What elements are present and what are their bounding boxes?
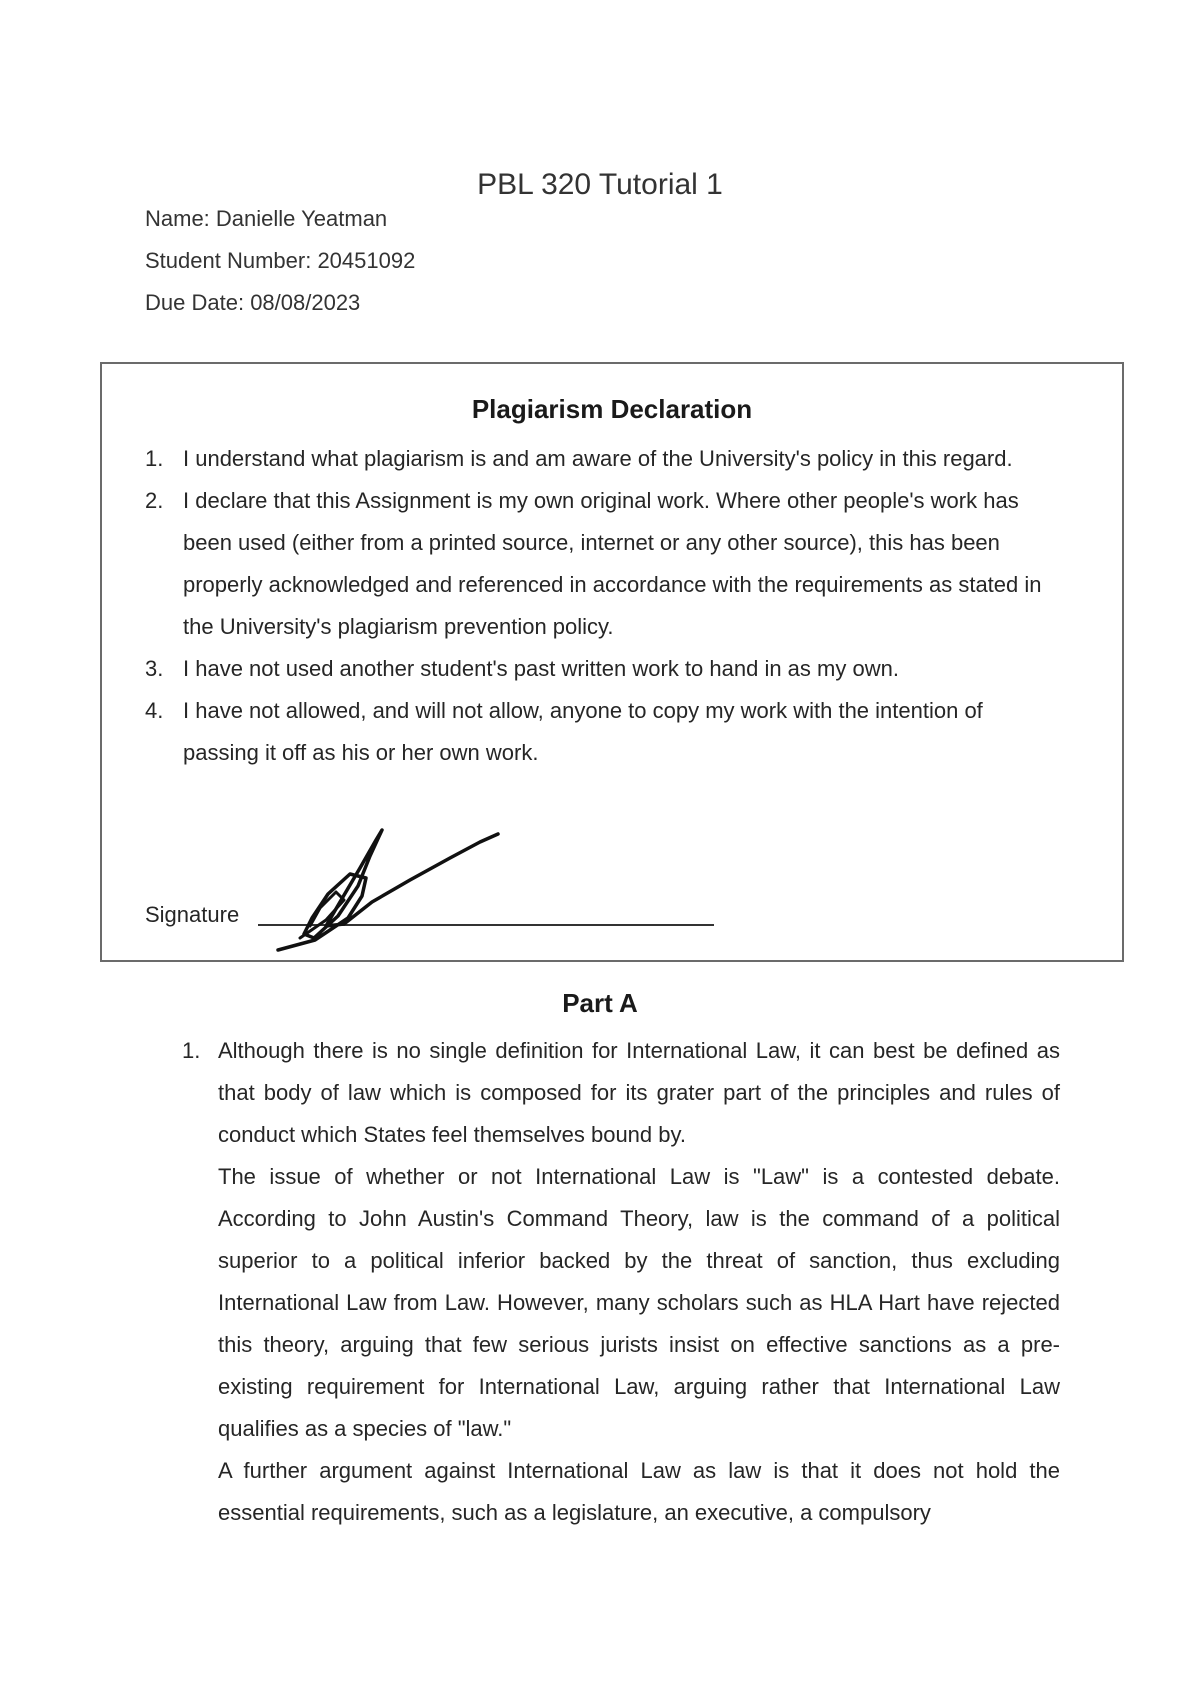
declaration-item <box>145 480 1045 648</box>
due-date-line <box>145 290 360 316</box>
part-a-paragraph: The issue of whether or not International Law is "Law" is a contested debate. According to John Austin's Command Theory, law is the command of a political superior to a political inferior backed by the threat of sanction, thus excluding International Law from Law. However, many scholars such as HLA Hart have rejected this theory, arguing that few serious jurists insist on effective sanctions as a pre-existing requirement for International Law, arguing rather that International Law qualifies as a species of "law." <box>218 1164 1060 1441</box>
part-a-item-number: 1. <box>182 1038 201 1063</box>
declaration-item <box>145 690 1045 774</box>
declaration-item-text: I have not allowed, and will not allow, anyone to copy my work with the intention of passing it off as his or her own work. <box>183 698 983 765</box>
part-a-title: Part A <box>562 988 638 1018</box>
name-label: Name: <box>145 206 210 231</box>
part-a-list <box>182 1030 1060 1534</box>
declaration-item <box>145 648 1045 690</box>
declaration-item-number: 2. <box>145 488 164 513</box>
declaration-item-number: 1. <box>145 446 164 471</box>
declaration-item-text: I understand what plagiarism is and am aware of the University's policy in this regard. <box>183 446 1013 471</box>
student-number-line <box>145 248 415 274</box>
student-number-value: 20451092 <box>317 248 416 273</box>
declaration-item <box>145 438 1045 480</box>
student-number-label: Student Number: <box>145 248 312 273</box>
name-line <box>145 206 387 232</box>
signature-label: Signature <box>145 902 240 927</box>
declaration-list <box>145 438 1045 774</box>
declaration-item-text: I declare that this Assignment is my own original work. Where other people's work has been used (either from a printed source, internet or any other source), this has been properly acknowledged and referenced in accordance with the requirements as stated in the University's plagiarism prevention policy. <box>183 488 1042 639</box>
part-a-paragraph: Although there is no single definition for International Law, it can best be defined as that body of law which is composed for its grater part of the principles and rules of conduct which States feel themselves bound by. <box>218 1038 1060 1147</box>
declaration-item-number: 4. <box>145 698 164 723</box>
handwritten-signature <box>270 822 500 962</box>
declaration-item-text: I have not used another student's past written work to hand in as my own. <box>183 656 899 681</box>
part-a-item <box>182 1030 1060 1534</box>
due-date-value: 08/08/2023 <box>250 290 361 315</box>
declaration-title: Plagiarism Declaration <box>471 394 753 424</box>
name-value: Danielle Yeatman <box>215 206 388 231</box>
declaration-item-number: 3. <box>145 656 164 681</box>
part-a-paragraph: A further argument against International Law as law is that it does not hold the essential requirements, such as a legislature, an executive, a compulsory <box>218 1458 1060 1525</box>
document-title: PBL 320 Tutorial 1 <box>477 168 723 201</box>
due-date-label: Due Date: <box>145 290 245 315</box>
